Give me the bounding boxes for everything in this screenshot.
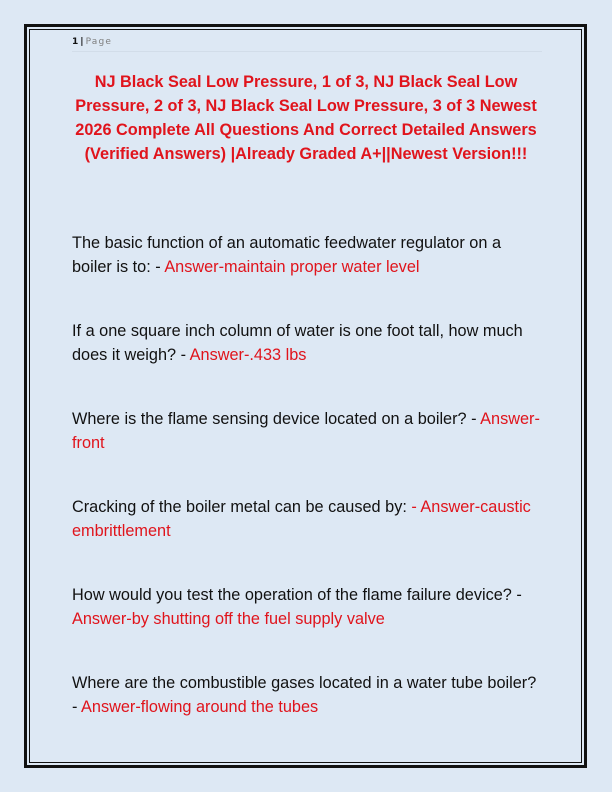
question-text: The basic function of an automatic feedwater regulator on a boiler is to: -	[72, 234, 501, 276]
document-title: NJ Black Seal Low Pressure, 1 of 3, NJ Black Seal Low Pressure, 2 of 3, NJ Black Seal Low Pressure, 3 of 3 Newest 2026 Complete All Questions And Correct Detailed Answers (Verified Answers) |Already Graded A+||Newest Version!!!	[75, 73, 537, 163]
page-number: 1	[72, 37, 79, 47]
qa-item	[72, 671, 542, 719]
qa-item	[72, 495, 542, 543]
answer-text: Answer-maintain proper water level	[164, 258, 420, 276]
qa-item	[72, 231, 542, 279]
answer-text: Answer-.433 lbs	[189, 346, 307, 364]
question-text: Cracking of the boiler metal can be caused by:	[72, 498, 412, 516]
qa-item	[72, 407, 542, 455]
question-text: If a one square inch column of water is one foot tall, how much does it weigh? -	[72, 322, 523, 364]
answer-text: Answer-by shutting off the fuel supply valve	[72, 610, 385, 628]
answer-text: Answer-front	[72, 410, 540, 452]
question-text: How would you test the operation of the flame failure device? -	[72, 586, 522, 604]
answer-text: - Answer-caustic embrittlement	[72, 498, 531, 540]
qa-item	[72, 583, 542, 631]
page-label: Page	[85, 37, 113, 47]
page-separator: |	[80, 37, 84, 47]
question-text: Where are the combustible gases located in a water tube boiler? -	[72, 674, 537, 716]
answer-text: Answer-flowing around the tubes	[81, 698, 319, 716]
page-header	[72, 36, 542, 52]
qa-item	[72, 319, 542, 367]
question-text: Where is the flame sensing device located on a boiler? -	[72, 410, 481, 428]
